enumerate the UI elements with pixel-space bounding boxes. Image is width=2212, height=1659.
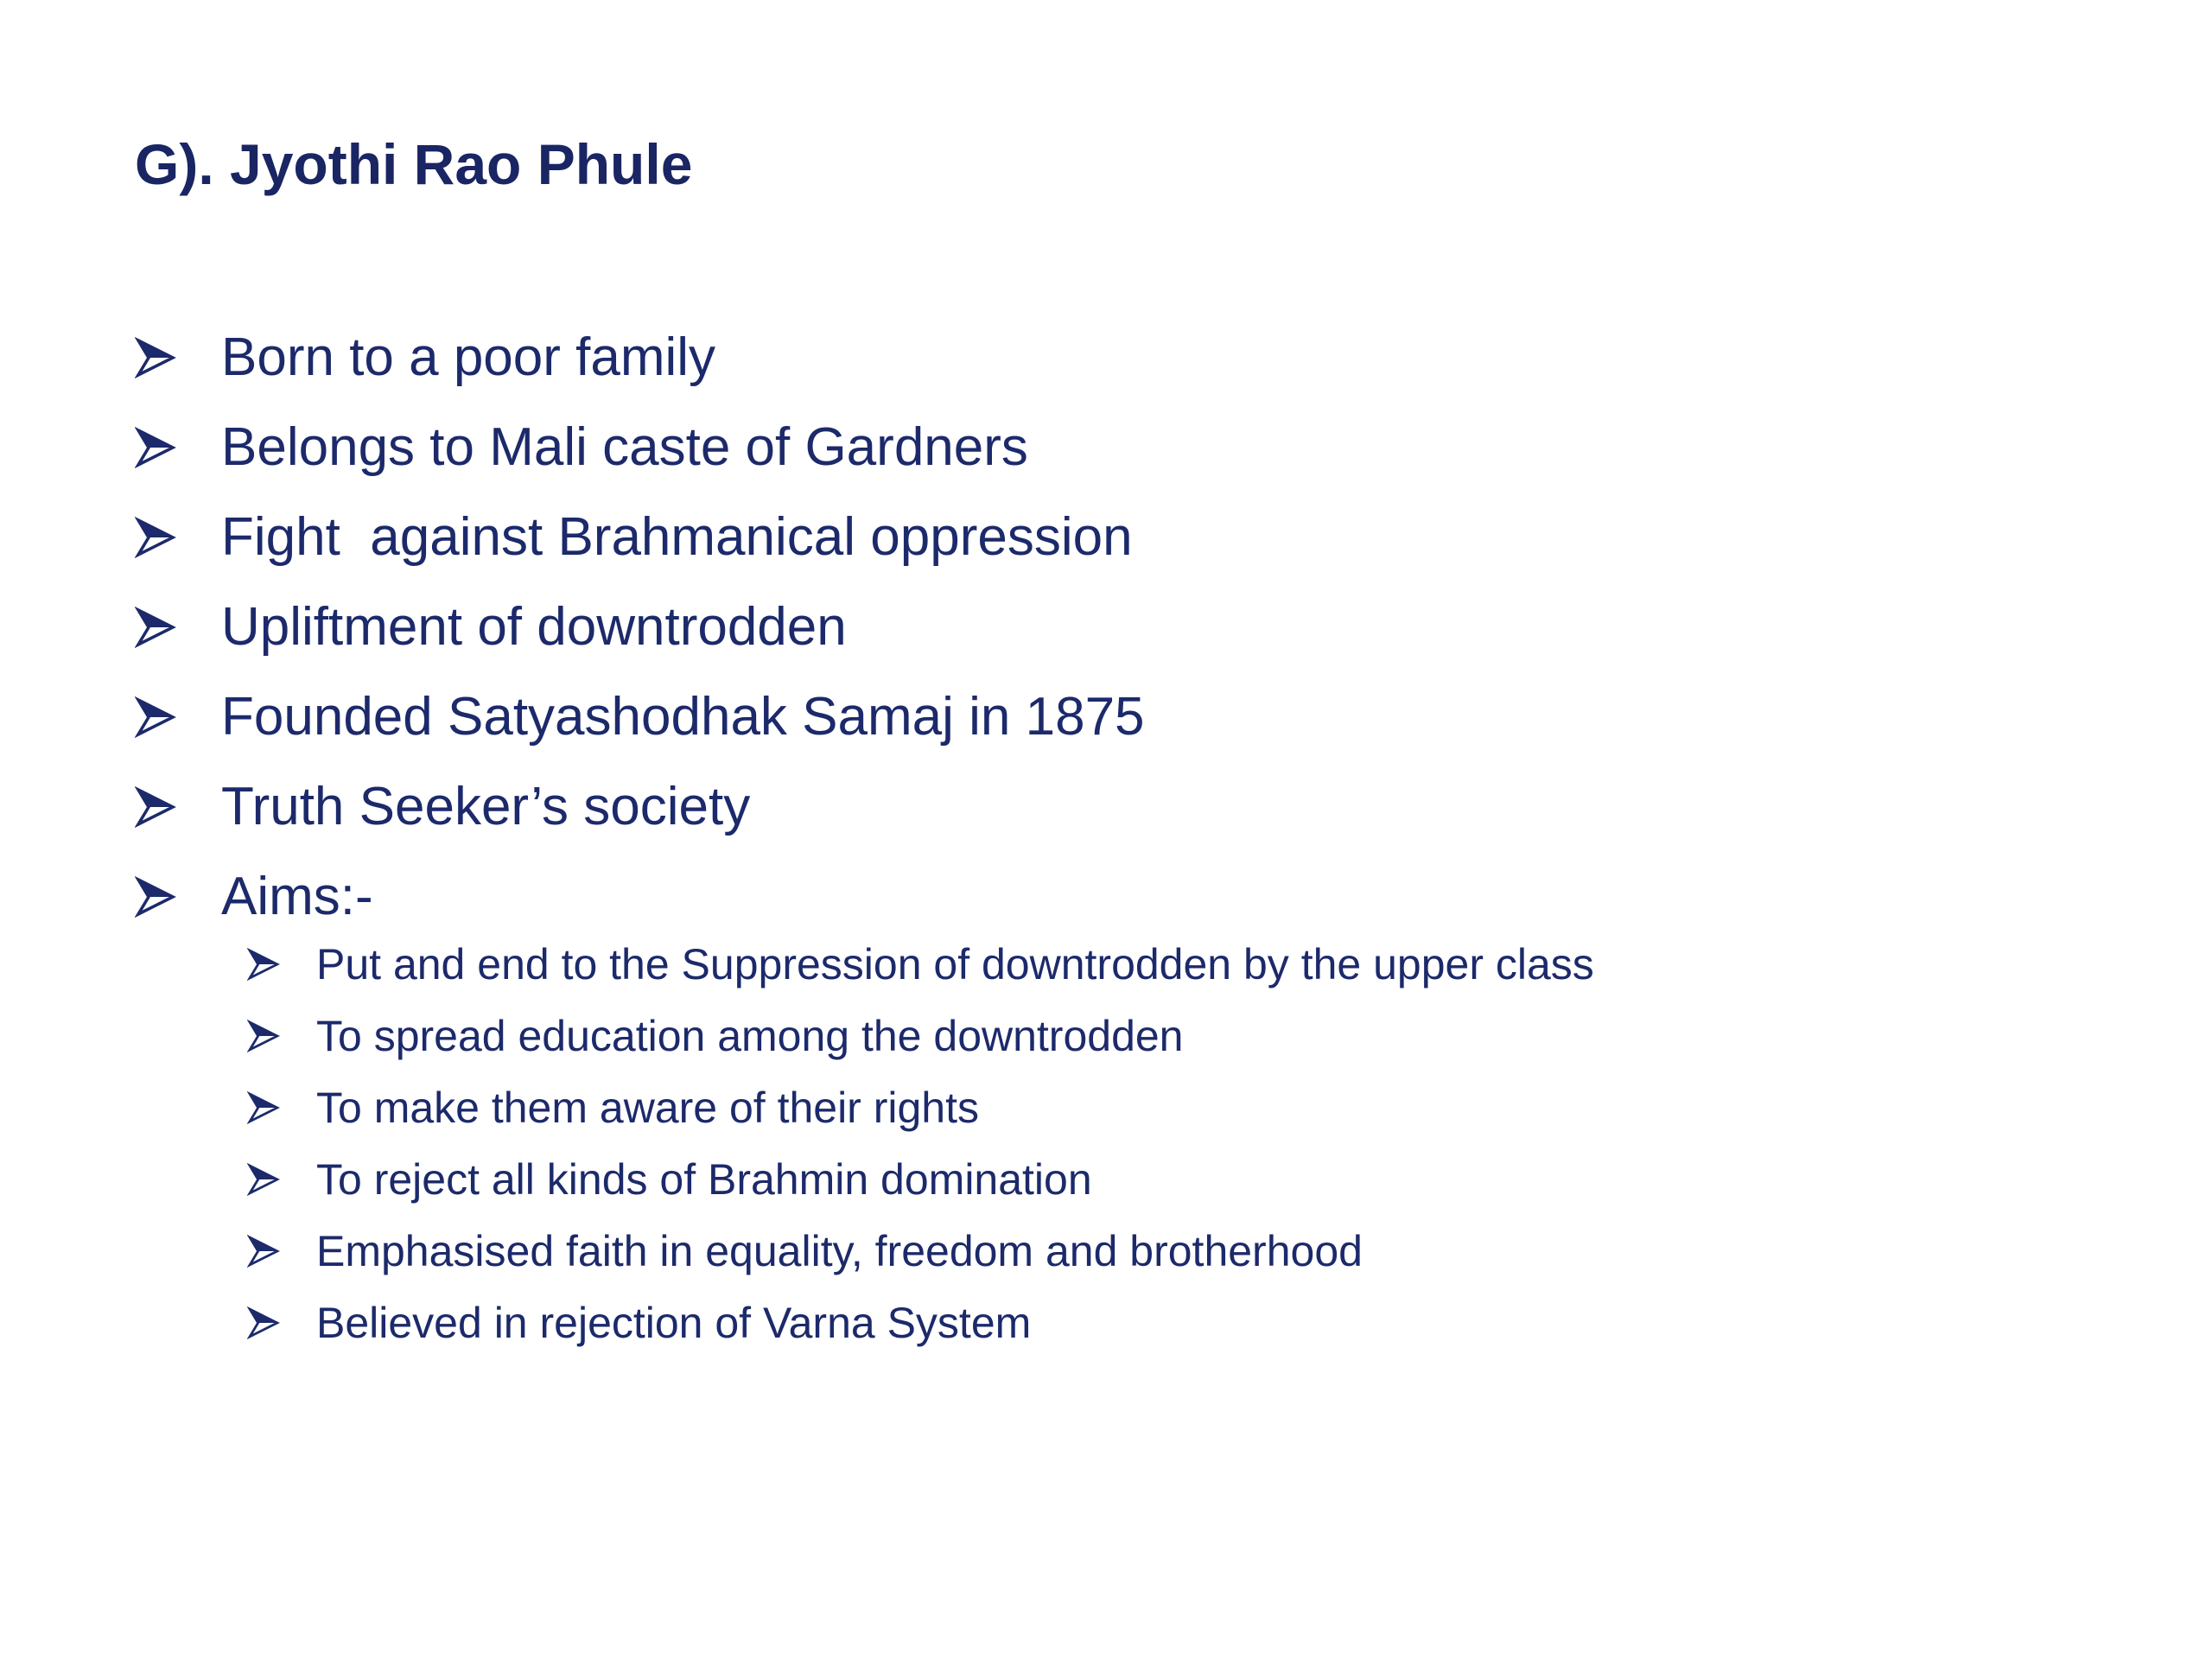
arrowhead-bullet-icon [247, 1091, 280, 1124]
sub-bullet-item [247, 1000, 2148, 1071]
sub-bullet-item [247, 1287, 2148, 1358]
arrowhead-bullet-icon [135, 337, 176, 378]
arrowhead-bullet-icon [135, 607, 176, 648]
sub-bullet-text: To spread education among the downtrodden [316, 1011, 1184, 1060]
sub-bullet-item [247, 1071, 2148, 1143]
bullet-item [135, 493, 2122, 582]
bullet-text: Truth Seeker’s society [221, 777, 751, 836]
bullet-list [135, 313, 2122, 942]
bullet-item [135, 313, 2122, 403]
bullet-text: Fight against Brahmanical oppression [221, 507, 1133, 567]
sub-bullet-item [247, 928, 2148, 1000]
sub-bullet-text: To reject all kinds of Brahmin domination [316, 1154, 1092, 1204]
bullet-text: Upliftment of downtrodden [221, 597, 847, 657]
arrowhead-bullet-icon [247, 1235, 280, 1268]
arrowhead-bullet-icon [135, 696, 176, 738]
bullet-text: Aims:- [221, 867, 373, 926]
arrowhead-bullet-icon [135, 427, 176, 468]
sub-bullet-text: To make them aware of their rights [316, 1083, 979, 1132]
bullet-item [135, 762, 2122, 852]
arrowhead-bullet-icon [247, 1020, 280, 1052]
arrowhead-bullet-icon [135, 876, 176, 918]
arrowhead-bullet-icon [247, 1306, 280, 1339]
arrowhead-bullet-icon [135, 786, 176, 828]
bullet-item [135, 672, 2122, 762]
sub-bullet-text: Emphasised faith in equality, freedom and brotherhood [316, 1226, 1363, 1275]
arrowhead-bullet-icon [135, 517, 176, 558]
sub-bullet-item [247, 1215, 2148, 1287]
sub-bullet-item [247, 1143, 2148, 1215]
arrowhead-bullet-icon [247, 1163, 280, 1196]
sub-bullet-text: Believed in rejection of Varna System [316, 1298, 1032, 1347]
bullet-text: Belongs to Mali caste of Gardners [221, 417, 1028, 477]
slide-title: G). Jyothi Rao Phule [135, 132, 693, 196]
bullet-text: Born to a poor family [221, 327, 716, 387]
bullet-item [135, 582, 2122, 672]
bullet-item [135, 403, 2122, 493]
aims-sub-list [247, 928, 2148, 1358]
arrowhead-bullet-icon [247, 948, 280, 981]
bullet-text: Founded Satyashodhak Samaj in 1875 [221, 687, 1145, 747]
sub-bullet-text: Put and end to the Suppression of downtrodden by the upper class [316, 939, 1594, 988]
